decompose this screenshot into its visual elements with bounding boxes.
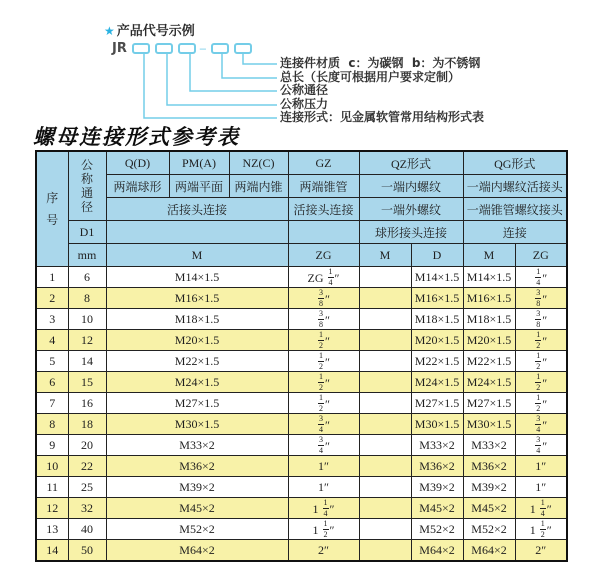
- cell-m: M39×2: [106, 477, 288, 498]
- cell-qz-d: M33×2: [411, 435, 463, 456]
- code-label: 连接形式：见金属软管常用结构形式表: [280, 110, 485, 124]
- cell-qz-m: [359, 477, 411, 498]
- cell-qg-zg: $\frac{1}{2}$ ″: [515, 351, 567, 372]
- cell-qg-zg: $\frac{3}{4}$ ″: [515, 414, 567, 435]
- cell-qz-m: [359, 498, 411, 519]
- reference-table: [35, 150, 568, 562]
- cell-seq: 11: [36, 477, 68, 498]
- page-title: 螺母连接形式参考表: [33, 124, 240, 149]
- table-row: [36, 351, 567, 372]
- cell-qz-d: M45×2: [411, 498, 463, 519]
- table-row: [36, 435, 567, 456]
- header-qg-m: M: [463, 244, 515, 267]
- cell-seq: 14: [36, 540, 68, 562]
- cell-qg-zg: 1 $\frac{1}{4}$ ″: [515, 498, 567, 519]
- cell-m: M64×2: [106, 540, 288, 562]
- cell-qg-zg: $\frac{1}{2}$ ″: [515, 330, 567, 351]
- header-ends-qg: 一端内螺纹活接头: [463, 175, 567, 198]
- table-row: [36, 372, 567, 393]
- header-group-qg: QG形式: [463, 151, 567, 175]
- cell-qg-m: M33×2: [463, 435, 515, 456]
- cell-seq: 7: [36, 393, 68, 414]
- cell-qz-d: M24×1.5: [411, 372, 463, 393]
- cell-qg-m: M14×1.5: [463, 267, 515, 288]
- cell-m: M45×2: [106, 498, 288, 519]
- code-label: 连接件材质 c：为碳钢 b：为不锈钢: [280, 56, 481, 70]
- cell-mm: 10: [68, 309, 106, 330]
- cell-zg-gz: $\frac{1}{2}$ ″: [288, 393, 359, 414]
- table-row: [36, 288, 567, 309]
- code-labels: [280, 57, 484, 125]
- cell-m: M16×1.5: [106, 288, 288, 309]
- header-conn-qg: 一端锥管螺纹接头: [463, 198, 567, 221]
- table-row: [36, 477, 567, 498]
- cell-m: M18×1.5: [106, 309, 288, 330]
- table-row: [36, 267, 567, 288]
- header-thread-zg: ZG: [288, 244, 359, 267]
- cell-zg-gz: $\frac{3}{8}$ ″: [288, 288, 359, 309]
- cell-seq: 9: [36, 435, 68, 456]
- cell-m: M22×1.5: [106, 351, 288, 372]
- cell-qz-d: M52×2: [411, 519, 463, 540]
- cell-zg-gz: 1 $\frac{1}{4}$ ″: [288, 498, 359, 519]
- cell-qg-m: M30×1.5: [463, 414, 515, 435]
- cell-qz-d: M18×1.5: [411, 309, 463, 330]
- cell-mm: 20: [68, 435, 106, 456]
- cell-zg-gz: 1 $\frac{1}{2}$ ″: [288, 519, 359, 540]
- header-ends-pma: 两端平面: [169, 175, 229, 198]
- cell-mm: 14: [68, 351, 106, 372]
- cell-zg-gz: 2″: [288, 540, 359, 562]
- cell-qg-zg: 1″: [515, 456, 567, 477]
- cell-m: M24×1.5: [106, 372, 288, 393]
- cell-seq: 10: [36, 456, 68, 477]
- cell-qz-m: [359, 372, 411, 393]
- cell-seq: 5: [36, 351, 68, 372]
- cell-qz-m: [359, 414, 411, 435]
- cell-zg-gz: 1″: [288, 456, 359, 477]
- header-qz-m: M: [359, 244, 411, 267]
- cell-qz-m: [359, 519, 411, 540]
- cell-qg-m: M64×2: [463, 540, 515, 562]
- code-label: 公称通径: [280, 83, 329, 97]
- cell-seq: 8: [36, 414, 68, 435]
- cell-m: M36×2: [106, 456, 288, 477]
- header-seq: 序 号: [36, 151, 68, 267]
- table-row: [36, 456, 567, 477]
- cell-seq: 6: [36, 372, 68, 393]
- header-blank-left: [106, 221, 288, 244]
- cell-zg-gz: $\frac{1}{2}$ ″: [288, 351, 359, 372]
- cell-seq: 12: [36, 498, 68, 519]
- cell-qz-m: [359, 267, 411, 288]
- cell-qz-d: M20×1.5: [411, 330, 463, 351]
- header-group-qd: Q(D): [106, 151, 169, 175]
- cell-qz-d: M30×1.5: [411, 414, 463, 435]
- header-group-nzc: NZ(C): [229, 151, 288, 175]
- header-qz-d: D: [411, 244, 463, 267]
- header-conn-left: 活接头连接: [106, 198, 288, 221]
- cell-mm: 40: [68, 519, 106, 540]
- table-row: [36, 330, 567, 351]
- cell-qz-d: M39×2: [411, 477, 463, 498]
- cell-m: M20×1.5: [106, 330, 288, 351]
- cell-qg-zg: $\frac{1}{2}$ ″: [515, 372, 567, 393]
- cell-mm: 22: [68, 456, 106, 477]
- cell-m: M52×2: [106, 519, 288, 540]
- cell-qz-d: M16×1.5: [411, 288, 463, 309]
- cell-qg-zg: $\frac{3}{4}$ ″: [515, 435, 567, 456]
- cell-seq: 13: [36, 519, 68, 540]
- cell-zg-gz: $\frac{3}{4}$ ″: [288, 414, 359, 435]
- cell-zg-gz: $\frac{3}{8}$ ″: [288, 309, 359, 330]
- cell-seq: 2: [36, 288, 68, 309]
- cell-mm: 6: [68, 267, 106, 288]
- cell-mm: 50: [68, 540, 106, 562]
- header-ends-nzc: 两端内锥: [229, 175, 288, 198]
- cell-mm: 18: [68, 414, 106, 435]
- header-group-qz: QZ形式: [359, 151, 463, 175]
- header-conn-qz: 一端外螺纹: [359, 198, 463, 221]
- cell-qz-m: [359, 540, 411, 562]
- cell-qg-m: M36×2: [463, 456, 515, 477]
- header-thread-m: M: [106, 244, 288, 267]
- cell-qz-d: M64×2: [411, 540, 463, 562]
- header-d1: D1: [68, 221, 106, 244]
- cell-qz-m: [359, 288, 411, 309]
- cell-mm: 15: [68, 372, 106, 393]
- cell-m: M14×1.5: [106, 267, 288, 288]
- cell-qg-m: M18×1.5: [463, 309, 515, 330]
- code-label: 总长（长度可根据用户要求定制）: [280, 69, 461, 84]
- cell-mm: 16: [68, 393, 106, 414]
- code-label: 公称压力: [280, 96, 329, 111]
- cell-qz-d: M36×2: [411, 456, 463, 477]
- header-conn: 连接: [463, 221, 567, 244]
- cell-qz-m: [359, 456, 411, 477]
- header-ends-qz: 一端内螺纹: [359, 175, 463, 198]
- cell-mm: 25: [68, 477, 106, 498]
- cell-qg-zg: $\frac{1}{4}$ ″: [515, 267, 567, 288]
- cell-zg-gz: $\frac{1}{2}$ ″: [288, 330, 359, 351]
- cell-seq: 4: [36, 330, 68, 351]
- cell-seq: 3: [36, 309, 68, 330]
- star-icon: ★: [104, 24, 115, 38]
- cell-m: M27×1.5: [106, 393, 288, 414]
- cell-qg-m: M52×2: [463, 519, 515, 540]
- cell-qg-m: M45×2: [463, 498, 515, 519]
- table-row: [36, 519, 567, 540]
- header-group-gz: GZ: [288, 151, 359, 175]
- code-prefix: JR: [112, 40, 127, 56]
- cell-qg-zg: $\frac{3}{8}$ ″: [515, 288, 567, 309]
- cell-qz-m: [359, 330, 411, 351]
- cell-qz-m: [359, 435, 411, 456]
- table-row: [36, 540, 567, 562]
- cell-qz-d: M27×1.5: [411, 393, 463, 414]
- cell-qg-m: M20×1.5: [463, 330, 515, 351]
- cell-qg-m: M27×1.5: [463, 393, 515, 414]
- table-row: [36, 414, 567, 435]
- cell-qz-m: [359, 309, 411, 330]
- cell-qz-m: [359, 351, 411, 372]
- cell-qz-d: M22×1.5: [411, 351, 463, 372]
- cell-zg-gz: ZG $\frac{1}{4}$ ″: [288, 267, 359, 288]
- cell-qg-m: M22×1.5: [463, 351, 515, 372]
- header-conn-gz: 活接头连接: [288, 198, 359, 221]
- header-group-pma: PM(A): [169, 151, 229, 175]
- cell-m: M30×1.5: [106, 414, 288, 435]
- cell-qg-zg: $\frac{3}{8}$ ″: [515, 309, 567, 330]
- cell-mm: 32: [68, 498, 106, 519]
- cell-qz-d: M14×1.5: [411, 267, 463, 288]
- cell-mm: 8: [68, 288, 106, 309]
- table-row: [36, 498, 567, 519]
- header-blank-gz: [288, 221, 359, 244]
- cell-qg-zg: 2″: [515, 540, 567, 562]
- header-ball-conn: 球形接头连接: [359, 221, 463, 244]
- code-separator: –: [199, 40, 206, 55]
- header-bore: 公 称 通 径: [68, 151, 106, 221]
- cell-qz-m: [359, 393, 411, 414]
- table-row: [36, 393, 567, 414]
- diagram-title-text: 产品代号示例: [116, 24, 195, 39]
- cell-zg-gz: $\frac{1}{2}$ ″: [288, 372, 359, 393]
- header-unit: mm: [68, 244, 106, 267]
- header-qg-zg: ZG: [515, 244, 567, 267]
- header-ends-qd: 两端球形: [106, 175, 169, 198]
- table-row: [36, 309, 567, 330]
- cell-qg-m: M16×1.5: [463, 288, 515, 309]
- cell-zg-gz: $\frac{3}{4}$ ″: [288, 435, 359, 456]
- cell-qg-zg: $\frac{1}{2}$ ″: [515, 393, 567, 414]
- cell-qg-zg: 1″: [515, 477, 567, 498]
- cell-qg-zg: 1 $\frac{1}{2}$ ″: [515, 519, 567, 540]
- cell-mm: 12: [68, 330, 106, 351]
- header-ends-gz: 两端锥管: [288, 175, 359, 198]
- cell-qg-m: M39×2: [463, 477, 515, 498]
- cell-qg-m: M24×1.5: [463, 372, 515, 393]
- cell-zg-gz: 1″: [288, 477, 359, 498]
- cell-seq: 1: [36, 267, 68, 288]
- cell-m: M33×2: [106, 435, 288, 456]
